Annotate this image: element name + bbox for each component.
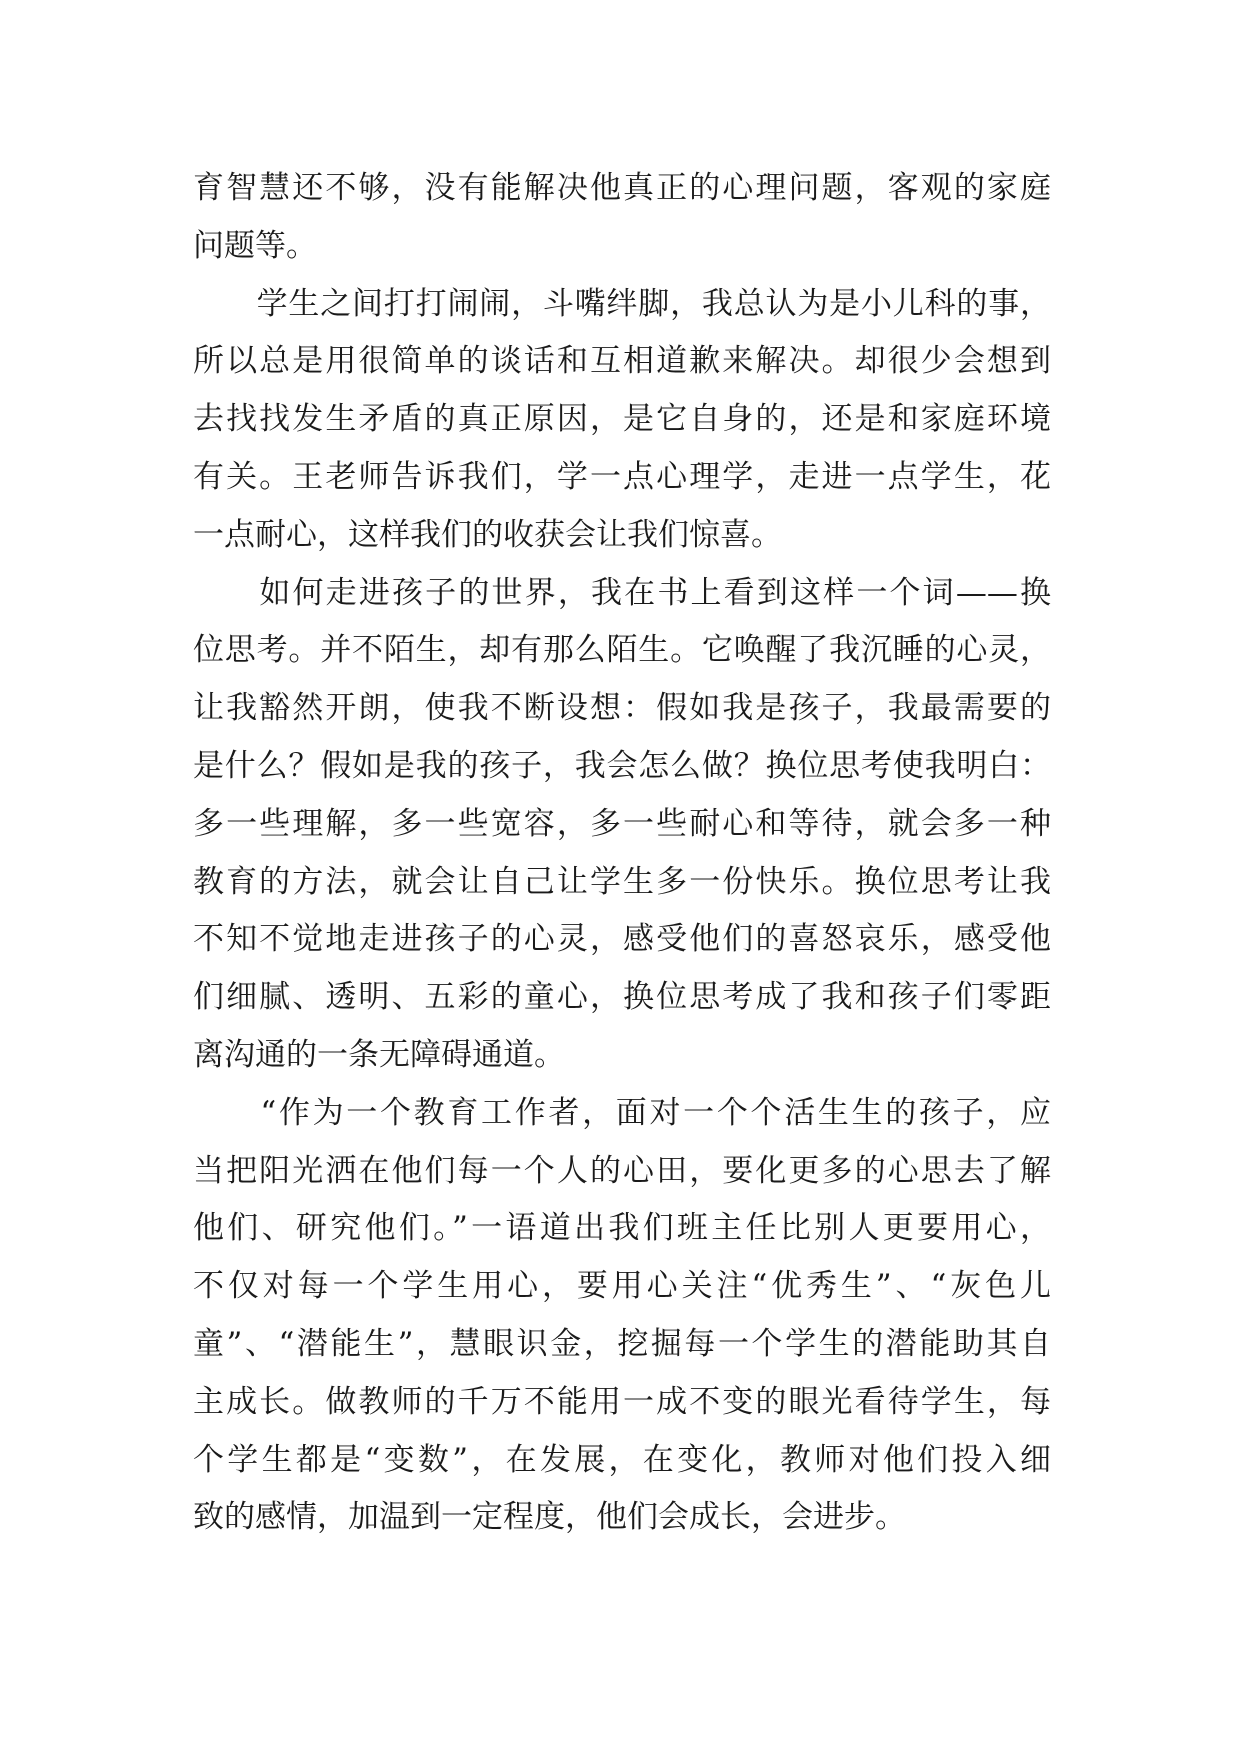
text-line: 童”、“潜能生”，慧眼识金，挖掘每一个学生的潜能助其自 <box>193 1325 1051 1362</box>
text-line: 所以总是用很简单的谈话和互相道歉来解决。却很少会想到 <box>193 343 1051 380</box>
text-line: “作为一个教育工作者，面对一个个活生生的孩子，应 <box>193 1094 1051 1131</box>
text-line: 一点耐心，这样我们的收获会让我们惊喜。 <box>193 516 782 553</box>
text-line: 当把阳光洒在他们每一个人的心田，要化更多的心思去了解 <box>193 1152 1051 1189</box>
body-text <box>193 160 1051 1547</box>
text-line: 是什么？假如是我的孩子，我会怎么做？换位思考使我明白： <box>193 747 1051 784</box>
text-line: 去找找发生矛盾的真正原因，是它自身的，还是和家庭环境 <box>193 401 1051 438</box>
text-line: 多一些理解，多一些宽容，多一些耐心和等待，就会多一种 <box>193 805 1051 842</box>
text-line: 问题等。 <box>193 227 317 264</box>
text-line: 离沟通的一条无障碍通道。 <box>193 1036 565 1073</box>
text-line: 让我豁然开朗，使我不断设想：假如我是孩子，我最需要的 <box>193 690 1051 727</box>
text-line: 学生之间打打闹闹，斗嘴绊脚，我总认为是小儿科的事， <box>193 285 1051 322</box>
text-line: 有关。王老师告诉我们，学一点心理学，走进一点学生，花 <box>193 458 1051 495</box>
text-line: 主成长。做教师的千万不能用一成不变的眼光看待学生，每 <box>193 1383 1051 1420</box>
text-line: 不仅对每一个学生用心，要用心关注“优秀生”、“灰色儿 <box>193 1268 1051 1305</box>
text-line: 不知不觉地走进孩子的心灵，感受他们的喜怒哀乐，感受他 <box>193 921 1051 958</box>
text-line: 致的感情，加温到一定程度，他们会成长，会进步。 <box>193 1499 906 1536</box>
text-line: 如何走进孩子的世界，我在书上看到这样一个词——换 <box>193 574 1051 611</box>
text-line: 他们、研究他们。”一语道出我们班主任比别人更要用心， <box>193 1210 1051 1247</box>
text-line: 个学生都是“变数”，在发展，在变化，教师对他们投入细 <box>193 1441 1051 1478</box>
text-line: 位思考。并不陌生，却有那么陌生。它唤醒了我沉睡的心灵， <box>193 632 1051 669</box>
text-line: 们细腻、透明、五彩的童心，换位思考成了我和孩子们零距 <box>193 979 1051 1016</box>
text-line: 育智慧还不够，没有能解决他真正的心理问题，客观的家庭 <box>193 170 1051 206</box>
text-line: 教育的方法，就会让自己让学生多一份快乐。换位思考让我 <box>193 863 1051 900</box>
